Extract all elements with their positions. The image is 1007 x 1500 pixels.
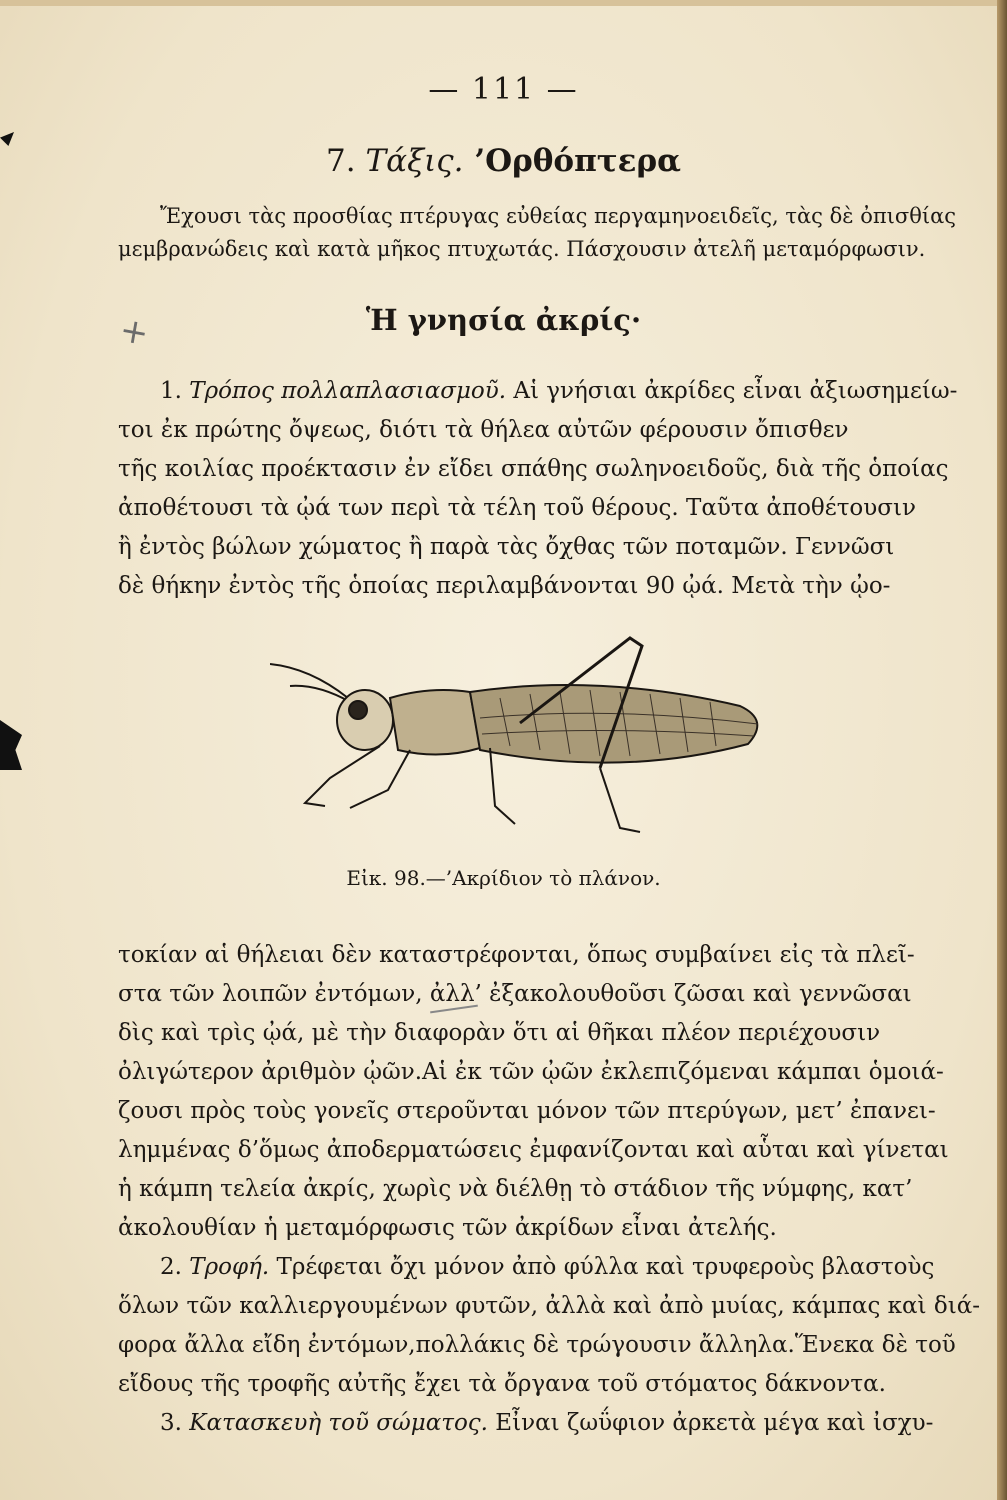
subsection-heading: Τροφή. [189, 1254, 270, 1280]
hind-leg-tarsus [600, 768, 640, 832]
text-line: μεμβρανώδεις καὶ κατὰ μῆκος πτυχωτάς. Πάσχουσιν ἀτελῆ μεταμόρφωσιν. [118, 237, 926, 261]
paragraph-reproduction [118, 372, 970, 606]
text-line [118, 1404, 970, 1443]
chapter-title [0, 143, 1007, 179]
text-line: ὀλιγώτερον ἀριθμὸν ᾠῶν.Αἱ ἐκ τῶν ᾠῶν ἐκλεπιζόμεναι κάμπαι ὁμοιά- [118, 1059, 944, 1085]
text-line: ἢ ἐντὸς βώλων χώματος ἢ παρὰ τὰς ὄχθας τῶν ποταμῶν. Γεννῶσι [118, 534, 895, 560]
page-top-edge [0, 0, 1007, 6]
locust-illustration [270, 628, 790, 848]
text-line: τοι ἐκ πρώτης ὄψεως, διότι τὰ θήλεα αὐτῶν φέρουσιν ὄπισθεν [118, 417, 849, 443]
text-line [118, 372, 970, 411]
text-line: λημμένας δ’ὅμως ἀποδερματώσεις ἐμφανίζονται καὶ αὗται καὶ γίνεται [118, 1137, 949, 1163]
text-line: στα τῶν λοιπῶν ἐντόμων, ἀλλ’ ἐξακολουθοῦσι ζῶσαι καὶ γεννῶσαι [118, 981, 912, 1007]
locust-thorax [390, 690, 480, 755]
front-leg [305, 746, 380, 806]
section-title: Ἡ γνησία ἀκρίς· [365, 303, 642, 337]
item-number: 2. [160, 1254, 190, 1280]
chapter-number: 7. [326, 143, 366, 179]
chapter-label: Τάξις. [365, 143, 464, 179]
item-number: 3. [160, 1410, 190, 1436]
pencil-mark: + [116, 309, 152, 355]
text-line: δὲ θήκην ἐντὸς τῆς ὁποίας περιλαμβάνονται 90 ᾠά. Μετὰ τὴν ᾠο- [118, 573, 891, 599]
locust-head [337, 690, 393, 750]
locust-eye [349, 701, 367, 719]
text-line: ζουσι πρὸς τοὺς γονεῖς στεροῦνται μόνον τῶν πτερύγων, μετ’ ἐπανει- [118, 1098, 936, 1124]
text-line [118, 1248, 970, 1287]
chapter-name: ’Ορθόπτερα [463, 143, 681, 179]
margin-notch [0, 720, 22, 770]
text-line: δὶς καὶ τρὶς ᾠά, μὲ τὴν διαφορὰν ὅτι αἱ θῆκαι πλέον περιέχουσιν [118, 1020, 881, 1046]
text-run: Τρέφεται ὄχι μόνον ἀπὸ φύλλα καὶ τρυφεροὺς βλαστοὺς [269, 1254, 935, 1280]
text-line: ἀποθέτουσι τὰ ᾠά των περὶ τὰ τέλη τοῦ θέρους. Ταῦτα ἀποθέτουσιν [118, 495, 916, 521]
page-number: — 111 — [428, 72, 579, 107]
text-line: τοκίαν αἱ θήλειαι δὲν καταστρέφονται, ὅπως συμβαίνει εἰς τὰ πλεῖ- [118, 942, 915, 968]
page-right-edge [997, 0, 1007, 1500]
antenna [270, 664, 348, 698]
text-line: ἀκολουθίαν ἡ μεταμόρφωσις τῶν ἀκρίδων εἶναι ἀτελής. [118, 1215, 777, 1241]
text-run: Εἶναι ζωΰφιον ἀρκετὰ μέγα καὶ ἰσχυ- [488, 1410, 934, 1436]
item-number: 1. [160, 378, 190, 404]
text-line: ἡ κάμπη τελεία ἀκρίς, χωρὶς νὰ διέλθῃ τὸ στάδιον τῆς νύμφης, κατ’ [118, 1176, 913, 1202]
subsection-heading: Τρόπος πολλαπλασιασμοῦ. [189, 378, 507, 404]
subsection-heading: Κατασκευὴ τοῦ σώματος. [189, 1410, 488, 1436]
text-line: Ἔχουσι τὰς προσθίας πτέρυγας εὐθείας περγαμηνοειδεῖς, τὰς δὲ ὀπισθίας [160, 204, 957, 228]
text-line: φορα ἄλλα εἴδη ἐντόμων,πολλάκις δὲ τρώγουσιν ἄλληλα.Ἕνεκα δὲ τοῦ [118, 1332, 956, 1358]
text-line: εἴδους τῆς τροφῆς αὐτῆς ἔχει τὰ ὄργανα τοῦ στόματος δάκνοντα. [118, 1371, 886, 1397]
text-line: τῆς κοιλίας προέκτασιν ἐν εἴδει σπάθης σωληνοειδοῦς, διὰ τῆς ὁποίας [118, 456, 949, 482]
figure-caption: Εἰκ. 98.—’Ακρίδιον τὸ πλάνον. [346, 866, 661, 890]
text-run: Αἱ γνήσιαι ἀκρίδες εἶναι ἀξιωσημείω- [506, 378, 958, 404]
intro-paragraph [118, 200, 968, 266]
paragraph-continuation [118, 936, 981, 1443]
middle-leg [490, 748, 515, 824]
text-line: ὅλων τῶν καλλιεργουμένων φυτῶν, ἀλλὰ καὶ ἀπὸ μυίας, κάμπας καὶ διά- [118, 1293, 981, 1319]
